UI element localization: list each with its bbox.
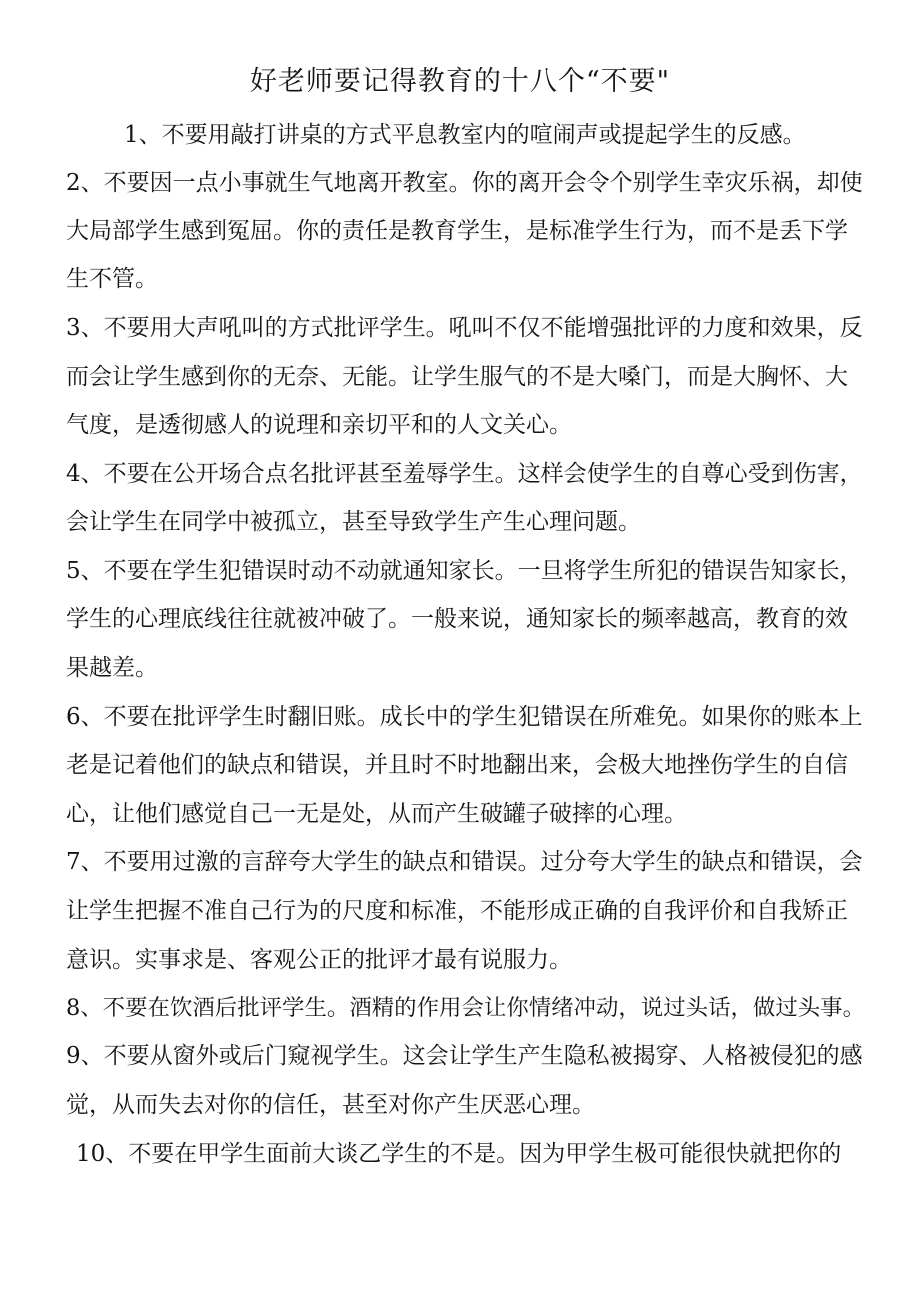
paragraph-line: 2、不要因一点小事就生气地离开教室。你的离开会令个别学生幸灾乐祸，却使 — [66, 170, 863, 196]
paragraph-line: 9、不要从窗外或后门窥视学生。这会让学生产生隐私被揭穿、人格被侵犯的感 — [66, 1043, 863, 1069]
paragraph-line: 8、不要在饮酒后批评学生。酒精的作用会让你情绪冲动，说过头话，做过头事。 — [66, 995, 866, 1021]
paragraph-line: 生不管。 — [66, 266, 158, 292]
paragraph-line: 学生的心理底线往往就被冲破了。一般来说，通知家长的频率越高，教育的效 — [66, 606, 848, 632]
paragraph-line: 而会让学生感到你的无奈、无能。让学生服气的不是大嗓门，而是大胸怀、大 — [66, 364, 848, 390]
paragraph-line: 会让学生在同学中被孤立，甚至导致学生产生心理问题。 — [66, 509, 641, 535]
paragraph-line: 气度，是透彻感人的说理和亲切平和的人文关心。 — [66, 412, 572, 438]
paragraph-line: 7、不要用过激的言辞夸大学生的缺点和错误。过分夸大学生的缺点和错误，会 — [66, 849, 863, 875]
paragraph-line: 意识。实事求是、客观公正的批评才最有说服力。 — [66, 947, 572, 973]
paragraph-line: 10、不要在甲学生面前大谈乙学生的不是。因为甲学生极可能很快就把你的 — [76, 1141, 842, 1167]
paragraph-line: 觉，从而失去对你的信任，甚至对你产生厌恶心理。 — [66, 1092, 595, 1118]
paragraph-line: 5、不要在学生犯错误时动不动就通知家长。一旦将学生所犯的错误告知家长， — [66, 558, 863, 584]
paragraph-line: 老是记着他们的缺点和错误，并且时不时地翻出来，会极大地挫伤学生的自信 — [66, 752, 848, 778]
paragraph-line: 6、不要在批评学生时翻旧账。成长中的学生犯错误在所难免。如果你的账本上 — [66, 704, 863, 730]
paragraph-line: 1、不要用敲打讲桌的方式平息教室内的喧闹声或提起学生的反感。 — [124, 122, 806, 148]
paragraph-line: 4、不要在公开场合点名批评甚至羞辱学生。这样会使学生的自尊心受到伤害， — [66, 461, 863, 487]
paragraph-line: 果越差。 — [66, 655, 158, 681]
document-title: 好老师要记得教育的十八个“不要" — [249, 66, 671, 97]
paragraph-line: 心，让他们感觉自己一无是处，从而产生破罐子破摔的心理。 — [66, 801, 687, 827]
paragraph-line: 让学生把握不准自己行为的尺度和标准，不能形成正确的自我评价和自我矫正 — [66, 898, 848, 924]
paragraph-line: 3、不要用大声吼叫的方式批评学生。吼叫不仅不能增强批评的力度和效果，反 — [66, 315, 863, 341]
paragraph-line: 大局部学生感到冤屈。你的责任是教育学生，是标准学生行为，而不是丢下学 — [66, 218, 848, 244]
